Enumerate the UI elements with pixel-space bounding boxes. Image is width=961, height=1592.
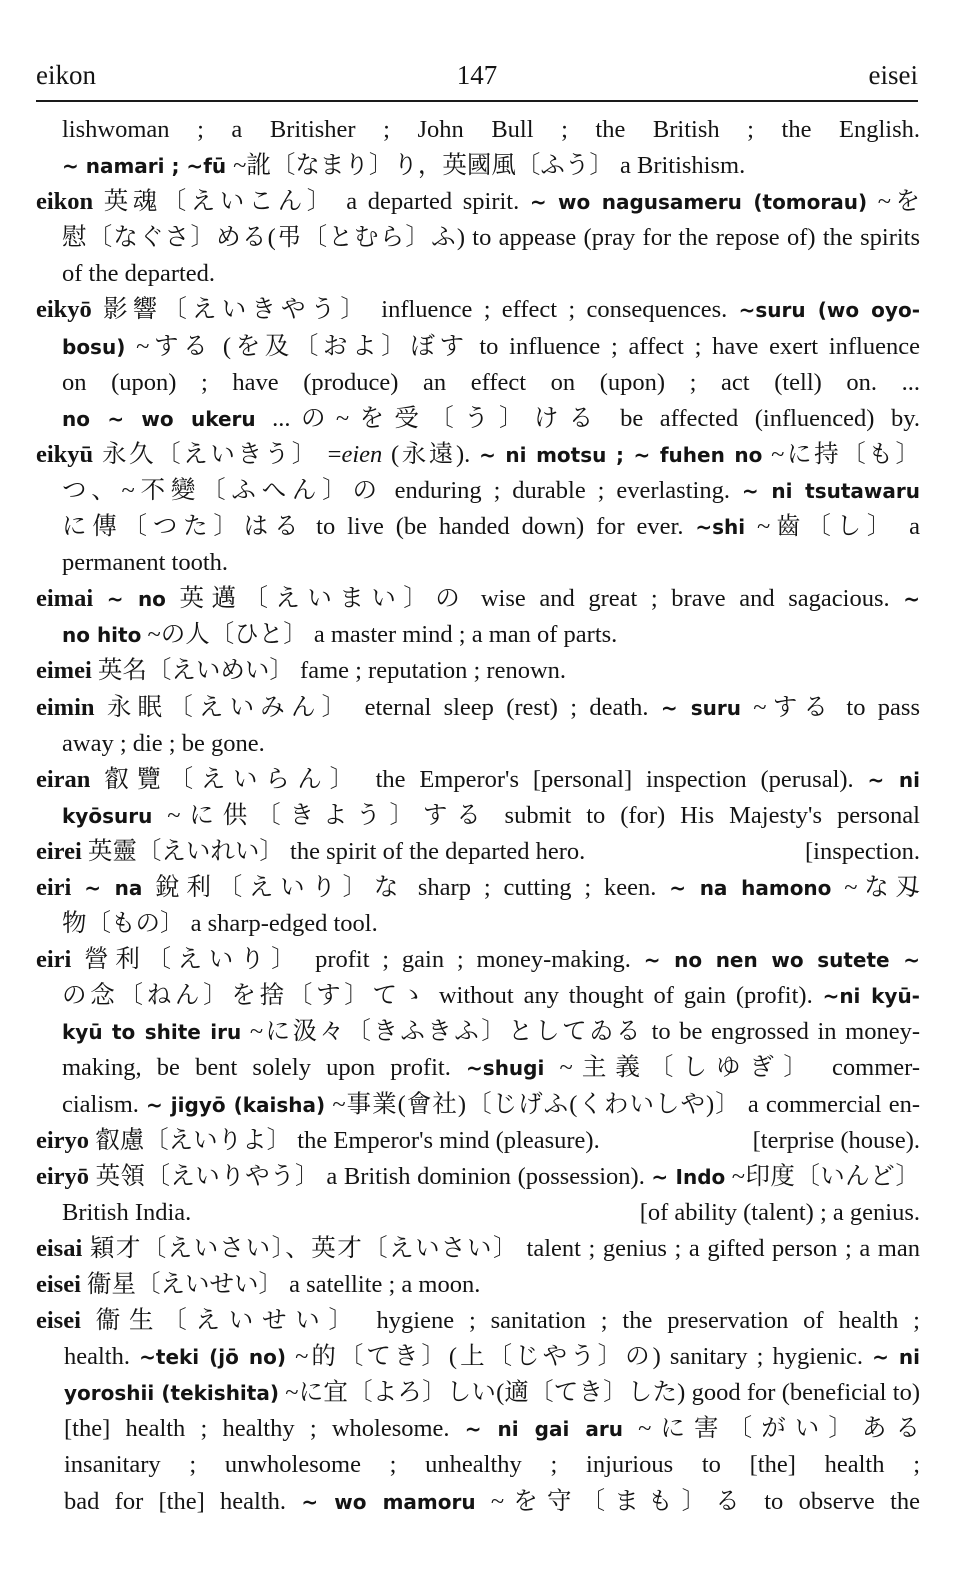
dictionary-line bbox=[36, 473, 920, 509]
dictionary-line bbox=[36, 870, 920, 906]
entry-text: on (upon) ; have (produce) an effect on (upon) ; act (tell) on. ... bbox=[62, 368, 920, 396]
entry-headword: eiran bbox=[36, 765, 105, 793]
dictionary-line bbox=[36, 329, 920, 365]
entry-headword: eikyū bbox=[36, 440, 102, 468]
dictionary-line bbox=[36, 1447, 920, 1483]
romaji-phrase: ~ ni gai aru bbox=[464, 1417, 623, 1442]
dictionary-line bbox=[36, 978, 920, 1014]
entry-text: ~に害〔がい〕ある bbox=[622, 1415, 920, 1443]
dictionary-line bbox=[36, 1303, 920, 1339]
entry-headword: eiryo bbox=[36, 1126, 96, 1154]
entry-headword: eimai bbox=[36, 585, 107, 613]
dictionary-line bbox=[36, 509, 920, 545]
entry-text: ...の~を受〔う〕ける be affected (influenced) by. bbox=[255, 404, 920, 432]
dictionary-line bbox=[36, 798, 920, 834]
header-right-guide-word: eisei bbox=[868, 60, 918, 90]
romaji-phrase: ~ wo nagusameru (tomorau) bbox=[529, 190, 868, 215]
entry-text: of the departed. bbox=[62, 260, 216, 288]
dictionary-line bbox=[36, 1014, 920, 1050]
entry-text: eien bbox=[341, 440, 383, 468]
entry-text: health. bbox=[64, 1343, 140, 1371]
dictionary-body bbox=[36, 112, 920, 1520]
entry-text: の念〔ねん〕を捨〔す〕てゝ without any thought of gain (profit). bbox=[62, 982, 823, 1010]
entry-text: [the] health ; healthy ; wholesome. bbox=[64, 1415, 465, 1443]
entry-text: bad for [the] health. bbox=[64, 1487, 302, 1515]
dictionary-line bbox=[36, 292, 920, 328]
romaji-phrase: ~ namari ; ~fū bbox=[62, 154, 234, 179]
dictionary-line bbox=[36, 184, 920, 220]
entry-text: ~する (を及〔およ〕ぼす to influence ; affect ; have exert influence bbox=[125, 332, 920, 360]
entry-text: 衞生〔えいせい〕 hygiene ; sanitation ; the preservation of health ; bbox=[95, 1307, 920, 1335]
entry-text: ~に供〔きよう〕する submit to (for) His Majesty's personal bbox=[152, 801, 920, 829]
entry-text: 物〔もの〕 a sharp-edged tool. bbox=[62, 910, 378, 938]
entry-headword: eirei bbox=[36, 837, 88, 865]
dictionary-line bbox=[36, 581, 920, 617]
entry-headword: eiri bbox=[36, 873, 85, 901]
entry-text: ~印度〔いんど〕 bbox=[725, 1162, 920, 1190]
entry-headword: eiryō bbox=[36, 1162, 96, 1190]
entry-text: ~齒〔し〕 a bbox=[745, 513, 920, 541]
entry-text: 叡覽〔えいらん〕 the Emperor's [personal] inspection (perusal). bbox=[104, 765, 868, 793]
romaji-phrase: ~ Indo bbox=[651, 1164, 726, 1189]
romaji-phrase: kyōsuru bbox=[62, 803, 153, 828]
header-left-guide-word: eikon bbox=[36, 60, 96, 90]
dictionary-line bbox=[36, 545, 920, 581]
dictionary-line bbox=[36, 112, 920, 148]
dictionary-line bbox=[36, 220, 920, 256]
entry-text: 叡慮〔えいりよ〕 the Emperor's mind (pleasure). bbox=[95, 1126, 600, 1154]
entry-text: ~な刄 bbox=[831, 873, 920, 901]
romaji-phrase: no ~ wo ukeru bbox=[62, 406, 256, 431]
entry-text: 穎才〔えいさい〕、英才〔えいさい〕 talent ; genius ; a gifted person ; a man bbox=[89, 1234, 920, 1262]
entry-text: ~の人〔ひと〕 a master mind ; a man of parts. bbox=[141, 621, 618, 649]
romaji-phrase: ~ ni bbox=[872, 1345, 920, 1370]
dictionary-line bbox=[36, 726, 920, 762]
dictionary-line bbox=[36, 1267, 920, 1303]
dictionary-line bbox=[36, 1375, 920, 1411]
entry-text: ~に宜〔よろ〕しい(適〔てき〕した) good for (beneficial to) bbox=[279, 1379, 920, 1407]
entry-text: permanent tooth. bbox=[62, 549, 229, 577]
entry-text: ~主義〔しゆぎ〕 commer- bbox=[544, 1054, 920, 1082]
romaji-phrase: ~ bbox=[903, 587, 920, 612]
entry-headword: eisei bbox=[36, 1307, 96, 1335]
entry-headword: eisei bbox=[36, 1271, 88, 1298]
entry-text: (永遠). bbox=[382, 440, 480, 468]
romaji-phrase: ~ ni tsutawaru bbox=[741, 478, 920, 503]
entry-text: 英靈〔えいれい〕 the spirit of the departed hero. bbox=[87, 837, 586, 865]
entry-text: ~を守〔まも〕る to observe the bbox=[475, 1487, 920, 1515]
dictionary-line bbox=[36, 1484, 920, 1520]
entry-text: ~訛〔なまり〕り，英國風〔ふう〕 a Britishism. bbox=[233, 152, 746, 180]
dictionary-line bbox=[36, 762, 920, 798]
dictionary-line bbox=[36, 401, 920, 437]
entry-text: away ; die ; be gone. bbox=[62, 729, 265, 757]
entry-headword: eimin bbox=[36, 693, 107, 721]
entry-text: ~に持〔も〕 bbox=[762, 440, 920, 468]
romaji-phrase: yoroshii (tekishita) bbox=[64, 1381, 279, 1406]
dictionary-line bbox=[36, 1195, 920, 1231]
entry-text: ~を bbox=[867, 188, 920, 216]
entry-text: making, be bent solely upon profit. bbox=[62, 1054, 467, 1082]
entry-text: 英邁〔えいまい〕の wise and great ; brave and sagacious. bbox=[165, 585, 904, 613]
entry-headword: eisai bbox=[36, 1234, 90, 1262]
romaji-phrase: ~ ni motsu ; ~ fuhen no bbox=[479, 442, 763, 467]
dictionary-line bbox=[36, 1123, 920, 1159]
dictionary-line bbox=[36, 148, 920, 184]
wrapped-continuation: [of ability (talent) ; a genius. bbox=[639, 1198, 920, 1226]
dictionary-line bbox=[36, 653, 920, 689]
romaji-phrase: ~suru (wo oyo- bbox=[738, 298, 920, 323]
wrapped-continuation: [terprise (house). bbox=[752, 1126, 920, 1154]
entry-text: 英名〔えいめい〕 fame ; reputation ; renown. bbox=[97, 657, 567, 685]
entry-text: lishwoman ; a Britisher ; John Bull ; the British ; the English. bbox=[62, 116, 920, 143]
entry-text: 影響〔えいきやう〕 influence ; effect ; consequences. bbox=[103, 296, 739, 324]
dictionary-line bbox=[36, 365, 920, 401]
entry-text: つ、~不變〔ふへん〕の enduring ; durable ; everlasting. bbox=[62, 476, 742, 504]
entry-headword: eiri bbox=[36, 946, 85, 974]
dictionary-line bbox=[36, 942, 920, 978]
entry-headword: eikyō bbox=[36, 296, 104, 324]
dictionary-line bbox=[36, 1050, 920, 1086]
wrapped-continuation: [inspection. bbox=[805, 837, 920, 865]
dictionary-line bbox=[36, 1231, 920, 1267]
entry-text: 銳利〔えいり〕な sharp ; cutting ; keen. bbox=[142, 873, 670, 901]
romaji-phrase: ~teki (jō no) bbox=[139, 1345, 286, 1370]
entry-text: 英領〔えいりやう〕 a British dominion (possession). bbox=[95, 1162, 652, 1190]
romaji-phrase: no hito bbox=[62, 623, 142, 648]
romaji-phrase: ~ na bbox=[84, 875, 143, 900]
romaji-phrase: ~ na hamono bbox=[669, 875, 832, 900]
romaji-phrase: ~ suru bbox=[660, 695, 741, 720]
entry-text: 營利〔えいり〕 profit ; gain ; money-making. bbox=[84, 946, 644, 974]
dictionary-line bbox=[36, 617, 920, 653]
romaji-phrase: bosu) bbox=[62, 334, 126, 359]
romaji-phrase: ~shugi bbox=[466, 1056, 545, 1081]
romaji-phrase: kyū to shite iru bbox=[62, 1020, 242, 1045]
dictionary-line bbox=[36, 1411, 920, 1447]
entry-text: 英魂〔えいこん〕 a departed spirit. bbox=[103, 188, 530, 216]
romaji-phrase: ~ni kyū- bbox=[822, 984, 920, 1009]
dictionary-line bbox=[36, 906, 920, 942]
entry-headword: eimei bbox=[36, 657, 98, 685]
entry-text: 永眠〔えいみん〕 eternal sleep (rest) ; death. bbox=[106, 693, 661, 721]
page-header bbox=[36, 56, 918, 102]
romaji-phrase: ~ ni bbox=[867, 767, 920, 792]
entry-text: ~的〔てき〕(上〔じやう〕の) sanitary ; hygienic. bbox=[285, 1343, 873, 1371]
dictionary-line bbox=[36, 256, 920, 292]
dictionary-line bbox=[36, 437, 920, 473]
page-number: 147 bbox=[456, 60, 498, 90]
entry-text: 慰〔なぐさ〕める(弔〔とむら〕ふ) to appease (pray for the repose of) the spirits bbox=[62, 224, 920, 252]
romaji-phrase: ~ jigyō (kaisha) bbox=[146, 1092, 326, 1117]
entry-text: insanitary ; unwholesome ; unhealthy ; injurious to [the] health ; bbox=[64, 1451, 920, 1479]
entry-text: 衞星〔えいせい〕 a satellite ; a moon. bbox=[87, 1271, 481, 1298]
romaji-phrase: ~ no bbox=[106, 587, 166, 612]
entry-text: British India. bbox=[62, 1198, 192, 1226]
dictionary-line bbox=[36, 690, 920, 726]
entry-text: ~事業(會社)〔じげふ(くわいしや)〕 a commercial en- bbox=[325, 1090, 921, 1118]
dictionary-line bbox=[36, 1339, 920, 1375]
entry-text: に傳〔つた〕はる to live (be handed down) for ever. bbox=[62, 513, 696, 541]
dictionary-line bbox=[36, 1087, 920, 1123]
entry-text: ~に汲々〔きふきふ〕としてゐる to be engrossed in money- bbox=[241, 1018, 920, 1046]
entry-text: cialism. bbox=[62, 1090, 147, 1118]
entry-headword: eikon bbox=[36, 188, 104, 216]
dictionary-line bbox=[36, 1159, 920, 1195]
dictionary-line bbox=[36, 834, 920, 870]
entry-text: ~する to pass bbox=[741, 693, 920, 721]
romaji-phrase: ~ wo mamoru bbox=[301, 1489, 476, 1514]
romaji-phrase: ~shi bbox=[695, 515, 746, 540]
romaji-phrase: ~ no nen wo sutete ~ bbox=[643, 948, 920, 973]
entry-text: 永久〔えいきう〕 = bbox=[101, 440, 342, 468]
